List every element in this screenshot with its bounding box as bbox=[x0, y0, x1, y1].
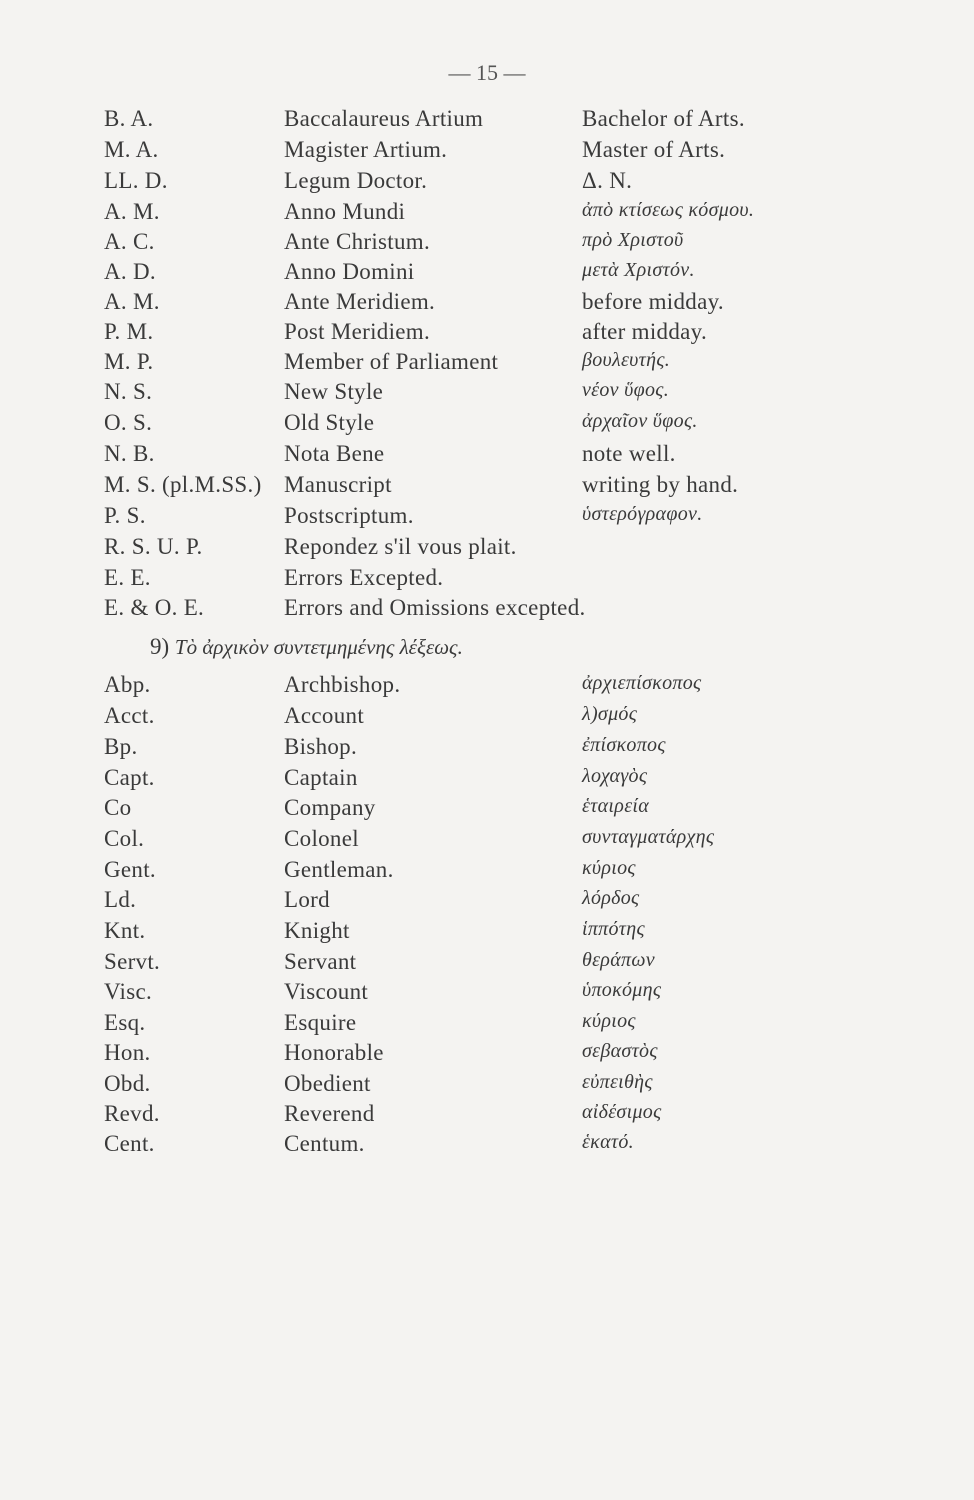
meaning: πρὸ Χριστοῦ bbox=[582, 229, 684, 251]
meaning: Bachelor of Arts. bbox=[582, 106, 745, 131]
abbreviation: Cent. bbox=[104, 1131, 155, 1156]
english-word: Obedient bbox=[284, 1071, 371, 1096]
english-word: Account bbox=[284, 703, 365, 728]
meaning: ὑστερόγραφον. bbox=[582, 503, 703, 525]
greek-word: εὐπειθὴς bbox=[582, 1071, 653, 1093]
latin-expansion: Postscriptum. bbox=[284, 503, 414, 528]
abbreviation: Esq. bbox=[104, 1010, 146, 1035]
abbreviation: Co bbox=[104, 795, 132, 820]
abbreviation: E. & O. E. bbox=[104, 595, 205, 620]
latin-expansion: Nota Bene bbox=[284, 441, 385, 466]
english-word: Knight bbox=[284, 918, 350, 943]
meaning: βουλευτής. bbox=[582, 349, 671, 371]
english-word: Archbishop. bbox=[284, 672, 401, 697]
abbreviation: B. A. bbox=[104, 106, 154, 131]
table-row bbox=[0, 534, 974, 565]
greek-word: κύριος bbox=[582, 857, 636, 879]
english-word: Bishop. bbox=[284, 734, 358, 759]
greek-word: ἀρχιεπίσκοπος bbox=[582, 672, 702, 694]
latin-expansion: Magister Artium. bbox=[284, 137, 448, 162]
abbreviation: Servt. bbox=[104, 949, 161, 974]
table-row bbox=[0, 168, 974, 199]
english-word: Captain bbox=[284, 765, 358, 790]
table-row bbox=[0, 410, 974, 441]
table-row bbox=[0, 703, 974, 734]
greek-word: ἱππότης bbox=[582, 918, 645, 940]
abbreviation: M. S. (pl.M.SS.) bbox=[104, 472, 262, 497]
meaning: μετὰ Χριστόν. bbox=[582, 259, 695, 281]
abbreviation: Visc. bbox=[104, 979, 153, 1004]
table-row bbox=[0, 1071, 974, 1102]
abbreviation: O. S. bbox=[104, 410, 153, 435]
greek-word: συνταγματάρχης bbox=[582, 826, 715, 848]
table-row bbox=[0, 137, 974, 168]
table-row bbox=[0, 1040, 974, 1071]
english-word: Esquire bbox=[284, 1010, 357, 1035]
latin-expansion: Manuscript bbox=[284, 472, 392, 497]
abbreviation: P. M. bbox=[104, 319, 154, 344]
abbreviation: Col. bbox=[104, 826, 145, 851]
abbreviation: N. S. bbox=[104, 379, 153, 404]
greek-word: ὑποκόμης bbox=[582, 979, 662, 1001]
greek-word: ἑκατό. bbox=[582, 1131, 634, 1153]
abbreviation: Acct. bbox=[104, 703, 155, 728]
meaning: ἀπὸ κτίσεως κόσμου. bbox=[582, 199, 755, 221]
table-row bbox=[0, 765, 974, 796]
page-number: — 15 — bbox=[448, 60, 526, 85]
english-word: Gentleman. bbox=[284, 857, 394, 882]
greek-word: αἰδέσιμος bbox=[582, 1101, 662, 1123]
english-word: Honorable bbox=[284, 1040, 384, 1065]
meaning: writing by hand. bbox=[582, 472, 739, 497]
table-row bbox=[0, 379, 974, 410]
latin-expansion: Ante Christum. bbox=[284, 229, 431, 254]
english-word: Servant bbox=[284, 949, 357, 974]
table-row bbox=[0, 949, 974, 980]
greek-word: κύριος bbox=[582, 1010, 636, 1032]
table-row bbox=[0, 918, 974, 949]
english-word: Lord bbox=[284, 887, 330, 912]
english-word: Viscount bbox=[284, 979, 369, 1004]
table-row bbox=[0, 795, 974, 826]
abbreviation: Ld. bbox=[104, 887, 137, 912]
meaning: Δ. Ν. bbox=[582, 168, 633, 193]
table-row bbox=[0, 672, 974, 703]
latin-expansion: Anno Domini bbox=[284, 259, 415, 284]
abbreviation: LL. D. bbox=[104, 168, 168, 193]
table-row bbox=[0, 106, 974, 137]
table-row bbox=[0, 259, 974, 290]
abbreviation: Obd. bbox=[104, 1071, 151, 1096]
table-row bbox=[0, 857, 974, 888]
abbreviation: Abp. bbox=[104, 672, 151, 697]
english-word: Reverend bbox=[284, 1101, 375, 1126]
table-row bbox=[0, 887, 974, 918]
table-row bbox=[0, 1010, 974, 1041]
abbreviation: M. A. bbox=[104, 137, 159, 162]
latin-expansion: Errors and Omissions excepted. bbox=[284, 595, 586, 620]
greek-word: λόρδος bbox=[582, 887, 640, 909]
english-word: Colonel bbox=[284, 826, 359, 851]
abbreviation: R. S. U. P. bbox=[104, 534, 203, 559]
abbreviation: Hon. bbox=[104, 1040, 151, 1065]
table-row bbox=[0, 289, 974, 320]
abbreviation: M. P. bbox=[104, 349, 154, 374]
table-row bbox=[0, 319, 974, 350]
greek-word: λ)σμός bbox=[582, 703, 638, 725]
latin-expansion: Errors Excepted. bbox=[284, 565, 444, 590]
latin-expansion: Anno Mundi bbox=[284, 199, 406, 224]
abbreviation: Bp. bbox=[104, 734, 138, 759]
table-row bbox=[0, 503, 974, 534]
abbreviation: A. M. bbox=[104, 289, 160, 314]
latin-expansion: Member of Parliament bbox=[284, 349, 499, 374]
latin-expansion: Old Style bbox=[284, 410, 375, 435]
table-row bbox=[0, 826, 974, 857]
latin-expansion: Post Meridiem. bbox=[284, 319, 431, 344]
abbreviation: E. E. bbox=[104, 565, 151, 590]
greek-word: λοχαγὸς bbox=[582, 765, 648, 787]
table-row bbox=[0, 229, 974, 260]
table-row bbox=[0, 734, 974, 765]
abbreviation: Capt. bbox=[104, 765, 155, 790]
greek-word: ἑταιρεία bbox=[582, 795, 650, 817]
meaning: ἀρχαῖον ὕφος. bbox=[582, 410, 698, 432]
abbreviation: Knt. bbox=[104, 918, 146, 943]
abbreviation: P. S. bbox=[104, 503, 146, 528]
english-word: Company bbox=[284, 795, 376, 820]
english-word: Centum. bbox=[284, 1131, 365, 1156]
latin-expansion: Legum Doctor. bbox=[284, 168, 428, 193]
meaning: before midday. bbox=[582, 289, 724, 314]
table-row bbox=[0, 472, 974, 503]
meaning: after midday. bbox=[582, 319, 708, 344]
meaning: Master of Arts. bbox=[582, 137, 726, 162]
table-row bbox=[0, 441, 974, 472]
latin-expansion: New Style bbox=[284, 379, 384, 404]
section-number: 9) bbox=[150, 634, 170, 659]
meaning: νέον ὕφος. bbox=[582, 379, 669, 401]
abbreviation: Revd. bbox=[104, 1101, 160, 1126]
table-row bbox=[0, 1131, 974, 1162]
latin-expansion: Repondez s'il vous plait. bbox=[284, 534, 517, 559]
abbreviation: Gent. bbox=[104, 857, 156, 882]
latin-expansion: Baccalaureus Artium bbox=[284, 106, 484, 131]
abbreviation: A. M. bbox=[104, 199, 160, 224]
table-row bbox=[0, 199, 974, 230]
greek-word: σεβαστὸς bbox=[582, 1040, 658, 1062]
abbreviation: N. B. bbox=[104, 441, 155, 466]
table-row bbox=[0, 595, 974, 626]
table-row bbox=[0, 1101, 974, 1132]
meaning: note well. bbox=[582, 441, 676, 466]
latin-expansion: Ante Meridiem. bbox=[284, 289, 436, 314]
table-row bbox=[0, 565, 974, 596]
greek-word: ἐπίσκοπος bbox=[582, 734, 666, 756]
table-row bbox=[0, 979, 974, 1010]
section-title: Τὸ ἀρχικὸν συντετμημένης λέξεως. bbox=[174, 635, 463, 659]
greek-word: θεράπων bbox=[582, 949, 655, 971]
abbreviation: A. D. bbox=[104, 259, 156, 284]
section-heading bbox=[150, 634, 463, 660]
abbreviation: A. C. bbox=[104, 229, 155, 254]
table-row bbox=[0, 349, 974, 380]
